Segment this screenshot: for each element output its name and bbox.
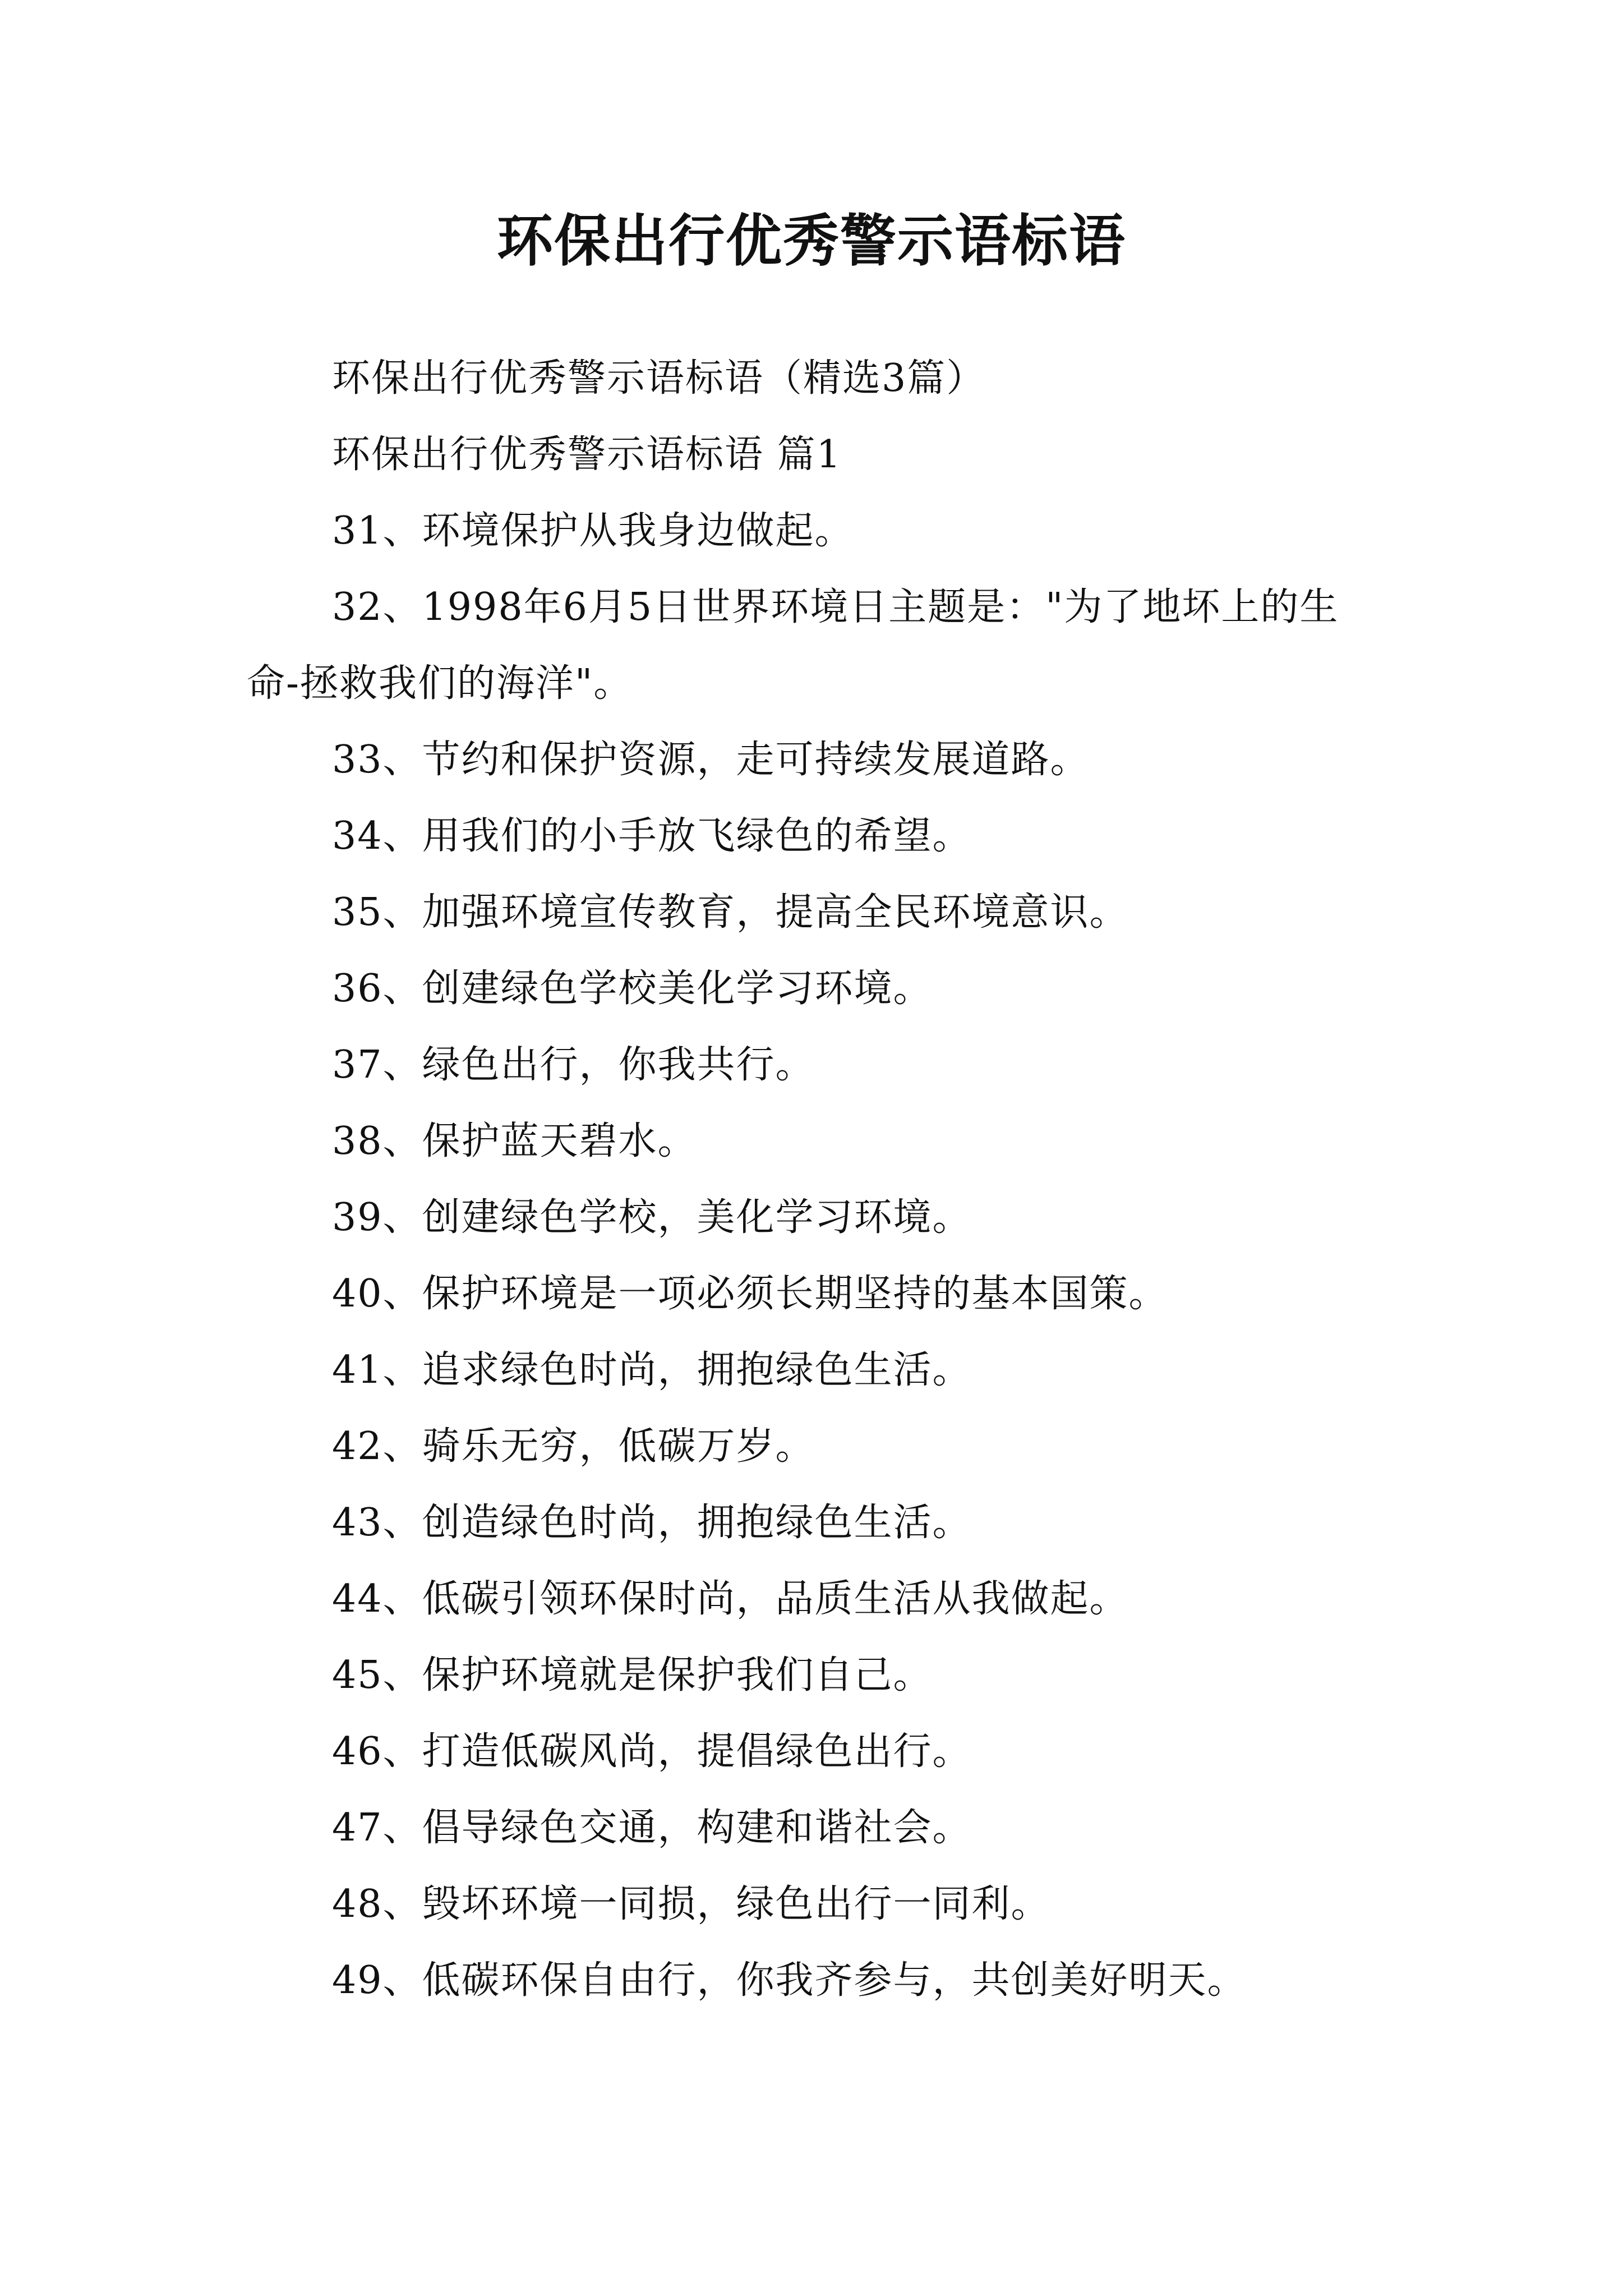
slogan-item: 37、绿色出行，你我共行。 <box>332 1043 815 1087</box>
slogan-item: 44、低碳引领环保时尚，品质生活从我做起。 <box>332 1577 1129 1621</box>
slogan-item: 49、低碳环保自由行，你我齐参与，共创美好明天。 <box>332 1958 1247 2003</box>
slogan-item: 40、保护环境是一项必须长期坚持的基本国策。 <box>332 1272 1168 1316</box>
slogan-item: 34、用我们的小手放飞绿色的希望。 <box>332 814 972 858</box>
slogan-item: 32、1998年6月5日世界环境日主题是："为了地坏上的生命-拯救我们的海洋"。 <box>247 585 1339 706</box>
slogan-item: 35、加强环境宣传教育，提高全民环境意识。 <box>332 890 1129 935</box>
paragraph-section-heading: 环保出行优秀警示语标语 篇1 <box>332 432 842 477</box>
document-title: 环保出行优秀警示语标语 <box>497 208 1126 274</box>
slogan-item: 33、节约和保护资源，走可持续发展道路。 <box>332 738 1090 782</box>
paragraph-subtitle: 环保出行优秀警示语标语（精选3篇） <box>332 356 986 401</box>
slogan-item: 43、创造绿色时尚，拥抱绿色生活。 <box>332 1501 972 1545</box>
slogan-item: 46、打造低碳风尚，提倡绿色出行。 <box>332 1729 972 1774</box>
slogan-item: 48、毁坏环境一同损，绿色出行一同利。 <box>332 1882 1050 1926</box>
slogan-item: 45、保护环境就是保护我们自己。 <box>332 1653 933 1697</box>
slogan-item: 31、环境保护从我身边做起。 <box>332 509 854 553</box>
slogan-item: 39、创建绿色学校，美化学习环境。 <box>332 1195 972 1240</box>
document-body <box>247 341 1391 2019</box>
slogan-item: 41、追求绿色时尚，拥抱绿色生活。 <box>332 1348 972 1392</box>
slogan-item: 42、骑乐无穷，低碳万岁。 <box>332 1424 815 1469</box>
slogan-item: 38、保护蓝天碧水。 <box>332 1119 697 1163</box>
slogan-item: 36、创建绿色学校美化学习环境。 <box>332 967 933 1011</box>
slogan-item: 47、倡导绿色交通，构建和谐社会。 <box>332 1806 972 1850</box>
